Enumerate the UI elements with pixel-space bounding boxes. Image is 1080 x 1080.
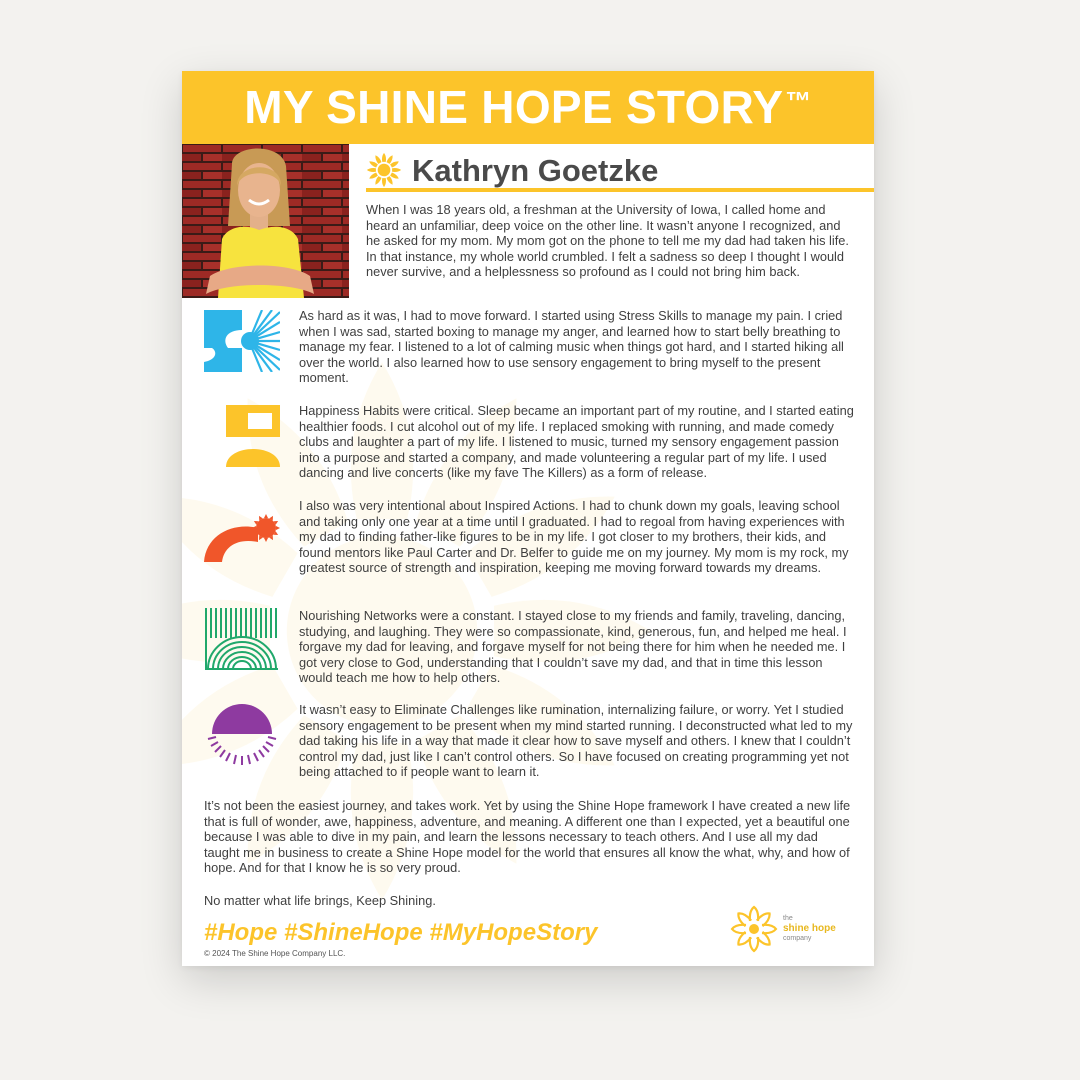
name-underline <box>366 188 874 192</box>
page-title: MY SHINE HOPE STORY <box>244 81 784 133</box>
story-page <box>182 71 874 966</box>
story-paragraph-closing: No matter what life brings, Keep Shining. <box>204 893 436 908</box>
logo-brand: shine hope <box>783 923 836 934</box>
stress-skills-icon <box>204 310 280 372</box>
story-paragraph-inspired-actions: I also was very intentional about Inspired Actions. I had to chunk down my goals, leaving school and taking only one year at a time until I graduated. I had to regoal from having experiences with my dad to finding father-like figures to be in my life. I got closer to my brothers, their kids, and found mentors like Paul Carter and Dr. Belfer to guide me on my journey. My mom is my rock, my greatest source of strength and inspiration, keeping me moving forward towards my dreams. <box>299 498 849 576</box>
trademark-symbol: ™ <box>785 86 812 116</box>
sun-logo-icon <box>730 905 778 953</box>
sun-icon <box>366 152 402 188</box>
logo-wordmark <box>783 914 836 944</box>
author-name: Kathryn Goetzke <box>412 153 659 188</box>
eliminate-challenges-icon <box>204 704 280 766</box>
story-paragraph-eliminate-challenges: It wasn’t easy to Eliminate Challenges like rumination, internalizing failure, or worry. Yet I studied sensory engagement to be present when my mind started running. I deconstructed what led to my dad taking his life in a way that made it clear how to save myself and others. I knew that I couldn’t control my dad, just like I can’t control others. So I have focused on creating programming yet not being attached to if people want to learn it. <box>299 702 853 780</box>
author-photo <box>182 144 349 298</box>
page-title-banner <box>182 71 874 144</box>
story-paragraph-stress-skills: As hard as it was, I had to move forward. I started using Stress Skills to manage my pain. I cried when I was sad, started boxing to manage my anger, and learned how to start belly breathing to manage my fear. I listened to a lot of calming music when things got hard, and I started hiking all over the world. I also learned how to use sensory engagement to bring myself to the present moment. <box>299 308 844 386</box>
company-logo <box>730 905 855 955</box>
logo-company: company <box>783 935 812 942</box>
story-paragraph-conclusion: It’s not been the easiest journey, and takes work. Yet by using the Shine Hope framework I have created a new life that is full of wonder, awe, happiness, adventure, and meaning. A different one than I expected, yet a beautiful one because I was able to dive in my pain, and learn the lessons necessary to teach others. And I use all my dad taught me in business to create a Shine Hope model for the world that ensures all know the what, why, and how of hope. And for that I know he is so very proud. <box>204 798 851 876</box>
hashtags: #Hope #ShineHope #MyHopeStory <box>204 919 598 946</box>
happiness-habits-icon <box>204 405 280 467</box>
story-paragraph-nourishing-networks: Nourishing Networks were a constant. I stayed close to my friends and family, traveling, dancing, studying, and laughing. They were so compassionate, kind, generous, fun, and helped me heal. I forgave my dad for leaving, and forgave myself for not being there for him when he needed me. I got very close to God, understanding that I couldn’t save my dad, and that in time this lesson would teach me how to help others. <box>299 608 847 686</box>
author-header <box>366 151 874 191</box>
story-paragraph-intro: When I was 18 years old, a freshman at the University of Iowa, I called home and heard an unfamiliar, deep voice on the other line. It wasn’t anyone I recognized, and he asked for my mom. My mom got on the phone to tell me my dad had taken his life. In that instance, my whole world crumbled. I felt a sadness so deep I thought I would never survive, and a helplessness so profound as I could not bring him back. <box>366 202 849 280</box>
copyright-notice: © 2024 The Shine Hope Company LLC. <box>204 949 346 958</box>
inspired-actions-icon <box>204 500 280 562</box>
nourishing-networks-icon <box>204 608 280 670</box>
story-paragraph-happiness-habits: Happiness Habits were critical. Sleep became an important part of my routine, and I started eating healthier foods. I cut alcohol out of my life. I replaced smoking with running, and made comedy clubs and laughter a part of my life. I listened to music, turned my sensory engagement passion into a purpose and started a company, and made volunteering a regular part of my life. I used dancing and live concerts (like my fave The Killers) as a form of release. <box>299 403 854 481</box>
logo-the: the <box>783 915 793 922</box>
